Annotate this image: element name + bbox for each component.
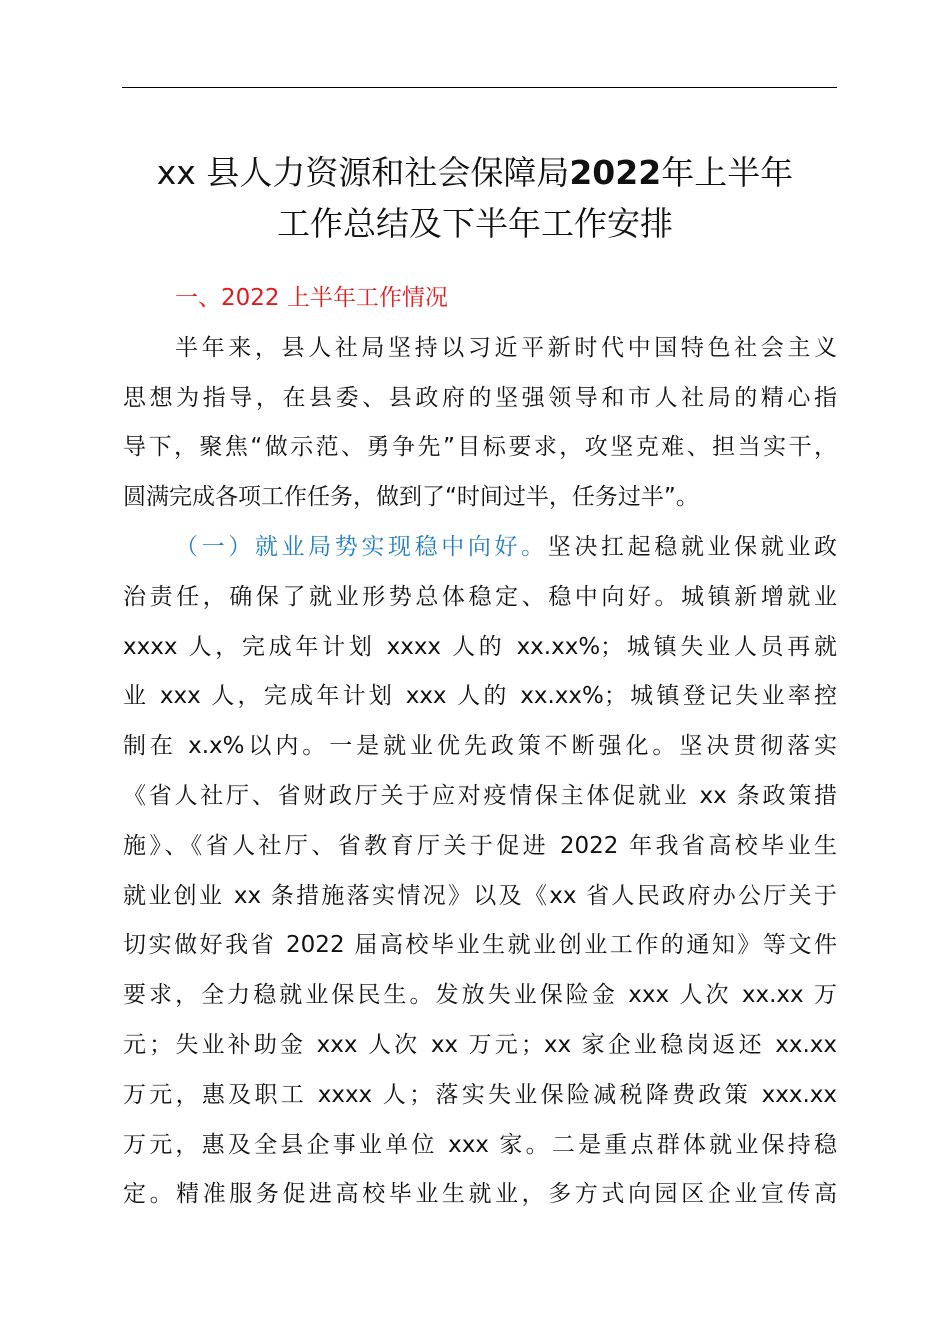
paragraph-line: 导下，聚焦“做示范、勇争先”目标要求，攻坚克难、担当实干， [123,434,837,461]
paragraph-line: xxxx 人，完成年计划 xxxx 人的 xx.xx%；城镇失业人员再就 [123,633,837,660]
paragraph-line: 半年来，县人社局坚持以习近平新时代中国特色社会主义 [175,334,837,361]
paragraph-line: 制在 x.x%以内。一是就业优先政策不断强化。坚决贯彻落实 [123,733,837,760]
document-title-line2: 工作总结及下半年工作安排 [277,204,673,243]
paragraph-line: 治责任，确保了就业形势总体稳定、稳中向好。城镇新增就业 [123,583,837,610]
paragraph-line: 元；失业补助金 xxx 人次 xx 万元；xx 家企业稳岗返还 xx.xx [123,1031,837,1058]
title-year: 2022 [569,153,662,192]
subsection-heading: （一）就业局势实现稳中向好。 [175,533,548,560]
header-rule [122,87,837,88]
paragraph-line: 切实做好我省 2022 届高校毕业生就业创业工作的通知》等文件 [123,932,837,959]
paragraph-line: 业 xxx 人，完成年计划 xxx 人的 xx.xx%；城镇登记失业率控 [123,683,837,710]
paragraph-line: 定。精准服务促进高校毕业生就业，多方式向园区企业宣传高 [123,1181,837,1208]
document-body [123,274,837,1220]
paragraph-line: 万元，惠及全县企事业单位 xxx 家。二是重点群体就业保持稳 [123,1131,837,1158]
paragraph-line: 圆满完成各项工作任务，做到了“时间过半，任务过半”。 [123,484,699,511]
paragraph-line: 思想为指导，在县委、县政府的坚强领导和市人社局的精心指 [123,384,837,411]
title-prefix: xx 县人力资源和社会保障局 [156,153,570,192]
title-suffix: 年上半年 [661,153,794,192]
paragraph-line [123,523,837,573]
paragraph-line: 万元，惠及职工 xxxx 人；落实失业保险减税降费政策 xxx.xx [123,1081,837,1108]
paragraph-line: 就业创业 xx 条措施落实情况》以及《xx 省人民政府办公厅关于 [123,882,837,909]
paragraph-line: 施》、《省人社厅、省教育厅关于促进 2022 年我省高校毕业生 [123,832,837,859]
paragraph-line: 《省人社厅、省财政厅关于应对疫情保主体促就业 xx 条政策措 [123,782,837,809]
section-heading: 一、2022 上半年工作情况 [175,285,448,311]
paragraph-text: 坚决扛起稳就业保就业政 [547,533,837,560]
document-title-line1 [0,148,950,198]
paragraph-line: 要求，全力稳就业保民生。发放失业保险金 xxx 人次 xx.xx 万 [123,982,837,1009]
